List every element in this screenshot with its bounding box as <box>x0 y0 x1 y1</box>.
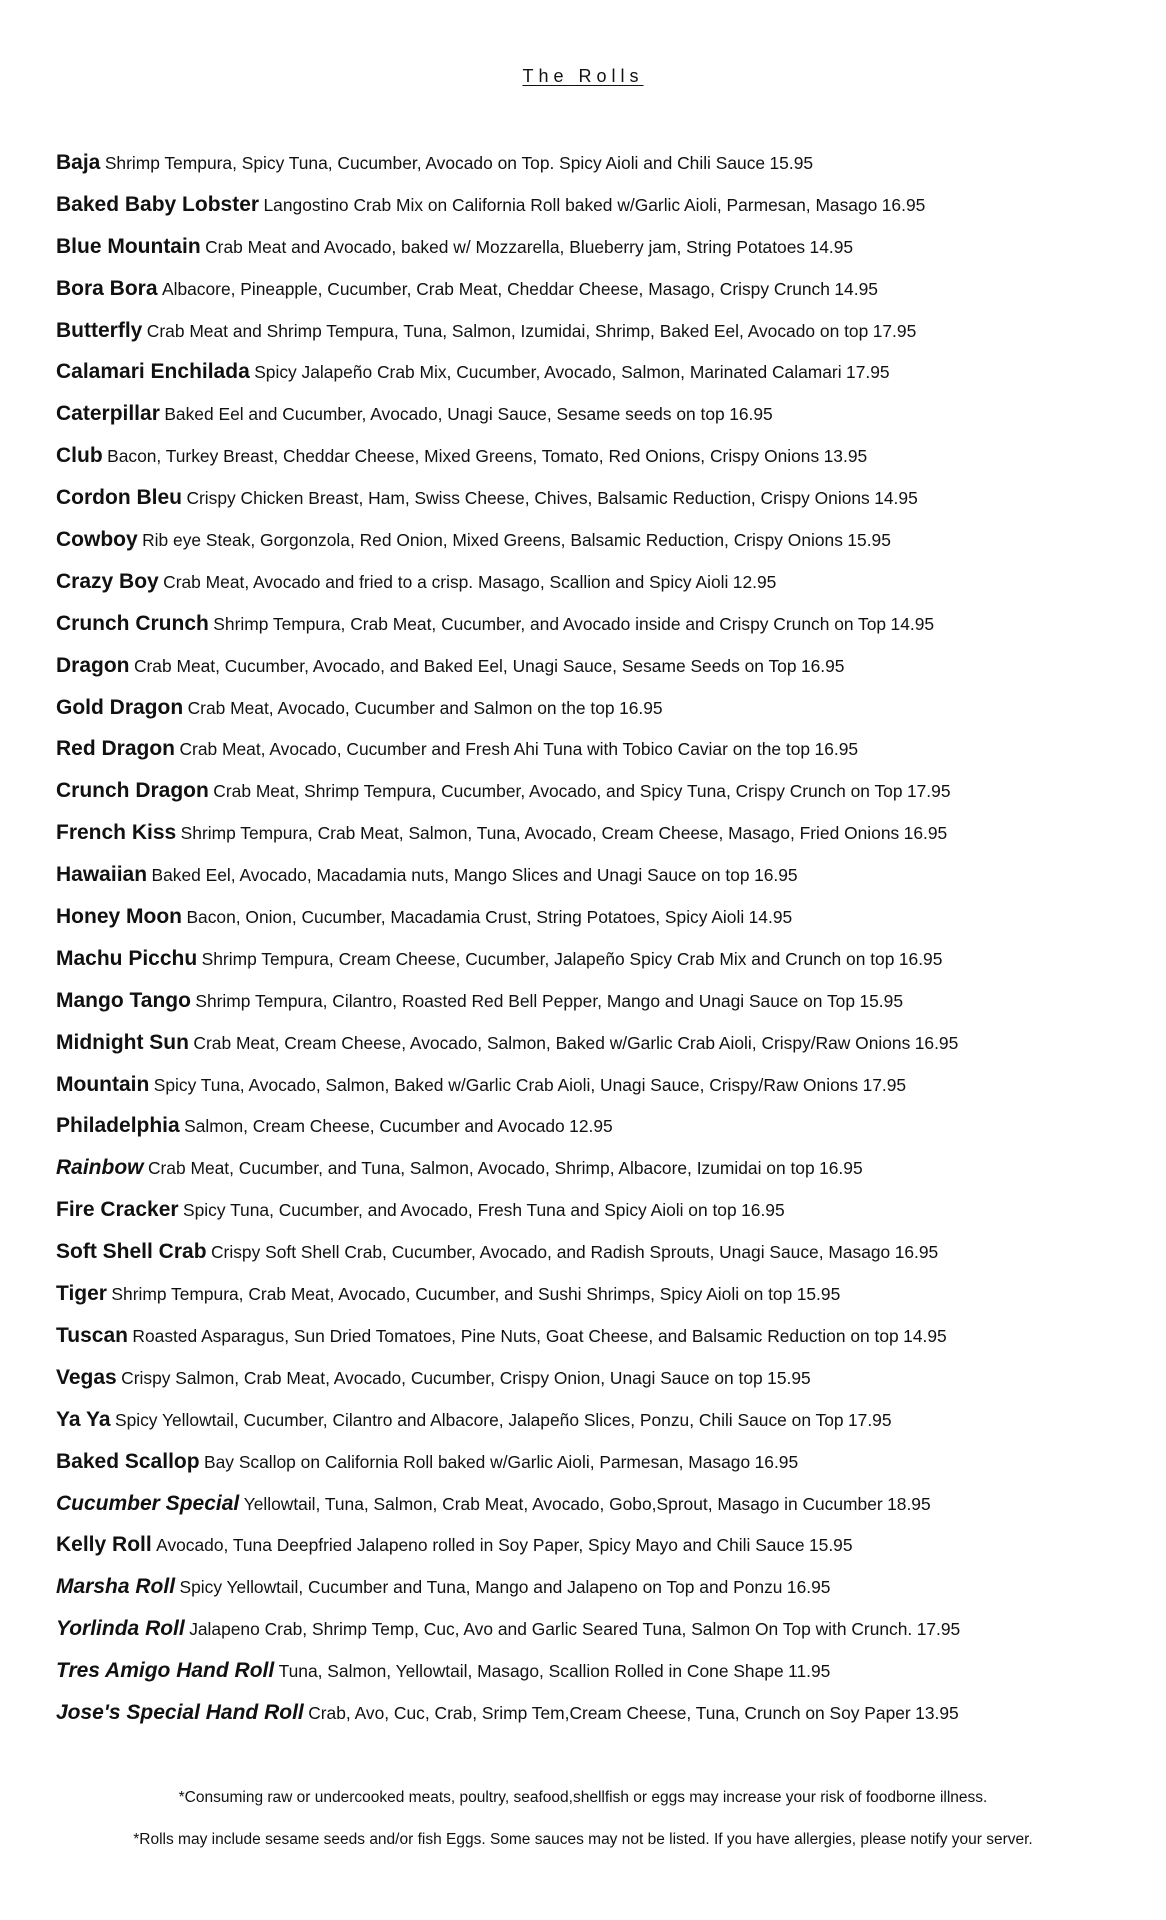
roll-description: Shrimp Tempura, Cream Cheese, Cucumber, Jalapeño Spicy Crab Mix and Crunch on top <box>201 948 895 969</box>
roll-description: Shrimp Tempura, Crab Meat, Avocado, Cucumber, and Sushi Shrimps, Spicy Aioli on top <box>111 1284 793 1305</box>
roll-name: Crunch Crunch <box>56 611 209 635</box>
menu-item <box>56 1447 1146 1489</box>
roll-description: Salmon, Cream Cheese, Cucumber and Avocado <box>184 1116 565 1137</box>
roll-price: 14.95 <box>890 613 935 634</box>
menu-item <box>56 776 1146 818</box>
roll-name: Bora Bora <box>56 276 158 300</box>
roll-description: Crispy Salmon, Crab Meat, Avocado, Cucumber, Crispy Onion, Unagi Sauce on top <box>121 1367 763 1388</box>
roll-price: 16.95 <box>619 697 663 718</box>
menu-item <box>56 1195 1146 1237</box>
roll-description: Spicy Jalapeño Crab Mix, Cucumber, Avocado, Salmon, Marinated Calamari <box>254 362 842 383</box>
roll-price: 18.95 <box>887 1493 931 1514</box>
roll-price: 14.95 <box>834 278 878 299</box>
menu-item <box>56 1237 1146 1279</box>
roll-description: Spicy Tuna, Avocado, Salmon, Baked w/Garlic Crab Aioli, Unagi Sauce, Crispy/Raw Onions <box>153 1074 859 1095</box>
roll-description: Rib eye Steak, Gorgonzola, Red Onion, Mixed Greens, Balsamic Reduction, Crispy Onions <box>142 530 843 551</box>
menu-item <box>56 1070 1146 1112</box>
roll-name: Cowboy <box>56 528 138 552</box>
menu-item <box>56 232 1146 274</box>
roll-list <box>56 148 1146 1740</box>
roll-name: Kelly Roll <box>56 1533 152 1557</box>
roll-name: Ya Ya <box>56 1407 111 1431</box>
roll-description: Spicy Yellowtail, Cucumber, Cilantro and Albacore, Jalapeño Slices, Ponzu, Chili Sauce on Top <box>114 1409 844 1430</box>
menu-item <box>56 734 1146 776</box>
menu-item <box>56 567 1146 609</box>
roll-price: 16.95 <box>729 404 773 425</box>
roll-description: Crab Meat, Cucumber, and Tuna, Salmon, Avocado, Shrimp, Albacore, Izumidai on top <box>147 1158 815 1179</box>
roll-price: 16.95 <box>741 1200 785 1221</box>
menu-item <box>56 1028 1146 1070</box>
roll-name: Rainbow <box>56 1156 144 1180</box>
footnote: *Rolls may include sesame seeds and/or fish Eggs. Some sauces may not be listed. If you have allergies, please notify your server. <box>133 1831 1033 1848</box>
menu-item <box>56 1363 1146 1405</box>
roll-price: 16.95 <box>898 948 943 969</box>
menu-item <box>56 1153 1146 1195</box>
roll-name: Club <box>56 444 103 468</box>
menu-item <box>56 148 1146 190</box>
roll-name: Cordon Bleu <box>56 486 182 510</box>
menu-item <box>56 1614 1146 1656</box>
roll-price: 17.95 <box>846 362 890 383</box>
roll-description: Crab Meat, Avocado and fried to a crisp. Masago, Scallion and Spicy Aioli <box>163 571 729 592</box>
roll-price: 16.95 <box>894 1242 939 1263</box>
menu-item <box>56 1111 1146 1153</box>
roll-price: 16.95 <box>800 655 845 676</box>
roll-price: 14.95 <box>874 488 918 509</box>
roll-description: Shrimp Tempura, Crab Meat, Cucumber, and Avocado inside and Crispy Crunch on Top <box>213 613 887 634</box>
roll-description: Crab, Avo, Cuc, Crab, Srimp Tem,Cream Cheese, Tuna, Crunch on Soy Paper <box>308 1702 911 1723</box>
roll-name: Calamari Enchilada <box>56 360 250 384</box>
roll-description: Tuna, Salmon, Yellowtail, Masago, Scallion Rolled in Cone Shape <box>278 1661 784 1682</box>
roll-description: Bacon, Onion, Cucumber, Macadamia Crust, String Potatoes, Spicy Aioli <box>186 907 745 928</box>
roll-description: Albacore, Pineapple, Cucumber, Crab Meat, Cheddar Cheese, Masago, Crispy Crunch <box>161 278 830 299</box>
roll-description: Spicy Tuna, Cucumber, and Avocado, Fresh Tuna and Spicy Aioli on top <box>183 1200 737 1221</box>
roll-price: 17.95 <box>916 1619 961 1640</box>
roll-description: Shrimp Tempura, Spicy Tuna, Cucumber, Avocado on Top. Spicy Aioli and Chili Sauce <box>104 153 766 173</box>
roll-name: Baked Scallop <box>56 1449 200 1473</box>
roll-price: 16.95 <box>814 739 859 760</box>
roll-price: 15.95 <box>796 1284 841 1305</box>
roll-price: 13.95 <box>823 446 868 467</box>
menu-item <box>56 1530 1146 1572</box>
menu-item <box>56 399 1146 441</box>
roll-name: Blue Mountain <box>56 234 201 258</box>
menu-item <box>56 441 1146 483</box>
roll-name: Tiger <box>56 1282 107 1306</box>
roll-name: Soft Shell Crab <box>56 1240 207 1264</box>
menu-item <box>56 1489 1146 1531</box>
roll-name: Yorlinda Roll <box>56 1617 185 1641</box>
roll-description: Baked Eel, Avocado, Macadamia nuts, Mango Slices and Unagi Sauce on top <box>151 865 750 886</box>
roll-name: Honey Moon <box>56 905 182 929</box>
roll-price: 16.95 <box>819 1158 863 1179</box>
roll-price: 13.95 <box>915 1702 959 1723</box>
menu-item <box>56 1321 1146 1363</box>
page-title: The Rolls <box>522 66 644 86</box>
roll-price: 14.95 <box>809 236 854 257</box>
menu-item <box>56 609 1146 651</box>
roll-description: Baked Eel and Cucumber, Avocado, Unagi Sauce, Sesame seeds on top <box>164 404 725 425</box>
roll-price: 14.95 <box>903 1325 947 1346</box>
roll-description: Crab Meat, Shrimp Tempura, Cucumber, Avocado, and Spicy Tuna, Crispy Crunch on Top <box>213 781 903 802</box>
menu-item <box>56 483 1146 525</box>
menu-item <box>56 1698 1146 1740</box>
roll-price: 16.95 <box>914 1032 959 1053</box>
roll-price: 17.95 <box>872 320 917 341</box>
roll-price: 17.95 <box>862 1074 907 1095</box>
roll-name: Jose's Special Hand Roll <box>56 1700 304 1724</box>
roll-price: 16.95 <box>903 823 948 844</box>
menu-item <box>56 1656 1146 1698</box>
roll-description: Crab Meat, Cucumber, Avocado, and Baked Eel, Unagi Sauce, Sesame Seeds on Top <box>133 655 797 676</box>
roll-description: Avocado, Tuna Deepfried Jalapeno rolled in Soy Paper, Spicy Mayo and Chili Sauce <box>156 1535 805 1556</box>
roll-price: 16.95 <box>754 865 798 886</box>
roll-description: Crab Meat and Shrimp Tempura, Tuna, Salmon, Izumidai, Shrimp, Baked Eel, Avocado on top <box>146 320 869 341</box>
roll-name: Hawaiian <box>56 863 148 887</box>
footnotes <box>0 1788 1166 1872</box>
menu-item <box>56 1405 1146 1447</box>
roll-name: Midnight Sun <box>56 1030 189 1054</box>
roll-price: 16.95 <box>881 194 926 215</box>
roll-name: Crazy Boy <box>56 569 159 593</box>
roll-description: Crab Meat, Avocado, Cucumber and Fresh Ahi Tuna with Tobico Caviar on the top <box>179 739 811 760</box>
menu-item <box>56 274 1146 316</box>
menu-item <box>56 902 1146 944</box>
roll-name: Tuscan <box>56 1323 128 1347</box>
roll-description: Shrimp Tempura, Cilantro, Roasted Red Bell Pepper, Mango and Unagi Sauce on Top <box>195 990 856 1011</box>
roll-description: Spicy Yellowtail, Cucumber and Tuna, Mango and Jalapeno on Top and Ponzu <box>179 1577 783 1598</box>
roll-name: Dragon <box>56 653 130 677</box>
roll-name: Fire Cracker <box>56 1198 179 1222</box>
menu-item <box>56 190 1146 232</box>
roll-name: Cucumber Special <box>56 1491 240 1515</box>
roll-price: 15.95 <box>808 1535 853 1556</box>
menu-item <box>56 357 1146 399</box>
roll-description: Roasted Asparagus, Sun Dried Tomatoes, Pine Nuts, Goat Cheese, and Balsamic Reduction on top <box>132 1325 899 1346</box>
menu-item <box>56 525 1146 567</box>
roll-price: 15.95 <box>767 1367 811 1388</box>
menu-item <box>56 651 1146 693</box>
roll-description: Yellowtail, Tuna, Salmon, Crab Meat, Avocado, Gobo,Sprout, Masago in Cucumber <box>243 1493 883 1514</box>
roll-description: Crab Meat, Avocado, Cucumber and Salmon on the top <box>187 697 615 718</box>
roll-description: Langostino Crab Mix on California Roll baked w/Garlic Aioli, Parmesan, Masago <box>263 194 878 215</box>
menu-item <box>56 944 1146 986</box>
roll-name: Tres Amigo Hand Roll <box>56 1659 275 1683</box>
roll-price: 16.95 <box>754 1451 799 1472</box>
roll-description: Shrimp Tempura, Crab Meat, Salmon, Tuna, Avocado, Cream Cheese, Masago, Fried Onions <box>180 823 900 844</box>
roll-price: 12.95 <box>569 1116 613 1137</box>
roll-price: 16.95 <box>786 1577 831 1598</box>
roll-description: Bacon, Turkey Breast, Cheddar Cheese, Mixed Greens, Tomato, Red Onions, Crispy Onions <box>107 446 820 467</box>
menu-item <box>56 316 1146 358</box>
roll-description: Crab Meat, Cream Cheese, Avocado, Salmon, Baked w/Garlic Crab Aioli, Crispy/Raw Onions <box>193 1032 911 1053</box>
roll-description: Crab Meat and Avocado, baked w/ Mozzarella, Blueberry jam, String Potatoes <box>205 236 806 257</box>
roll-price: 12.95 <box>732 571 777 592</box>
roll-price: 17.95 <box>906 781 951 802</box>
roll-description: Crispy Soft Shell Crab, Cucumber, Avocado, and Radish Sprouts, Unagi Sauce, Masago <box>210 1242 891 1263</box>
roll-price: 15.95 <box>859 990 903 1011</box>
roll-name: Caterpillar <box>56 402 160 426</box>
menu-item <box>56 693 1146 735</box>
roll-name: Gold Dragon <box>56 695 184 719</box>
roll-name: Machu Picchu <box>56 946 198 970</box>
roll-price: 14.95 <box>748 907 793 928</box>
roll-name: Mango Tango <box>56 988 191 1012</box>
roll-name: Mountain <box>56 1072 150 1096</box>
menu-item <box>56 1279 1146 1321</box>
roll-description: Bay Scallop on California Roll baked w/Garlic Aioli, Parmesan, Masago <box>204 1451 751 1472</box>
roll-description: Crispy Chicken Breast, Ham, Swiss Cheese, Chives, Balsamic Reduction, Crispy Onions <box>186 488 870 509</box>
menu-item <box>56 860 1146 902</box>
footnote: *Consuming raw or undercooked meats, poultry, seafood,shellfish or eggs may increase your risk of foodborne illness. <box>178 1789 988 1806</box>
roll-description: Jalapeno Crab, Shrimp Temp, Cuc, Avo and Garlic Seared Tuna, Salmon On Top with Crunch. <box>189 1619 913 1640</box>
roll-name: Red Dragon <box>56 737 176 761</box>
roll-name: Crunch Dragon <box>56 779 209 803</box>
menu-item <box>56 1572 1146 1614</box>
roll-name: Vegas <box>56 1365 117 1389</box>
roll-name: Butterfly <box>56 318 143 342</box>
roll-price: 11.95 <box>788 1661 831 1682</box>
roll-price: 15.95 <box>847 530 891 551</box>
roll-name: Baked Baby Lobster <box>56 192 260 216</box>
menu-item <box>56 986 1146 1028</box>
menu-item <box>56 818 1146 860</box>
roll-price: 17.95 <box>848 1409 892 1430</box>
roll-name: Philadelphia <box>56 1114 180 1138</box>
roll-name: Baja <box>56 151 101 174</box>
roll-price: 15.95 <box>769 153 814 173</box>
roll-name: French Kiss <box>56 821 177 845</box>
roll-name: Marsha Roll <box>56 1575 176 1599</box>
